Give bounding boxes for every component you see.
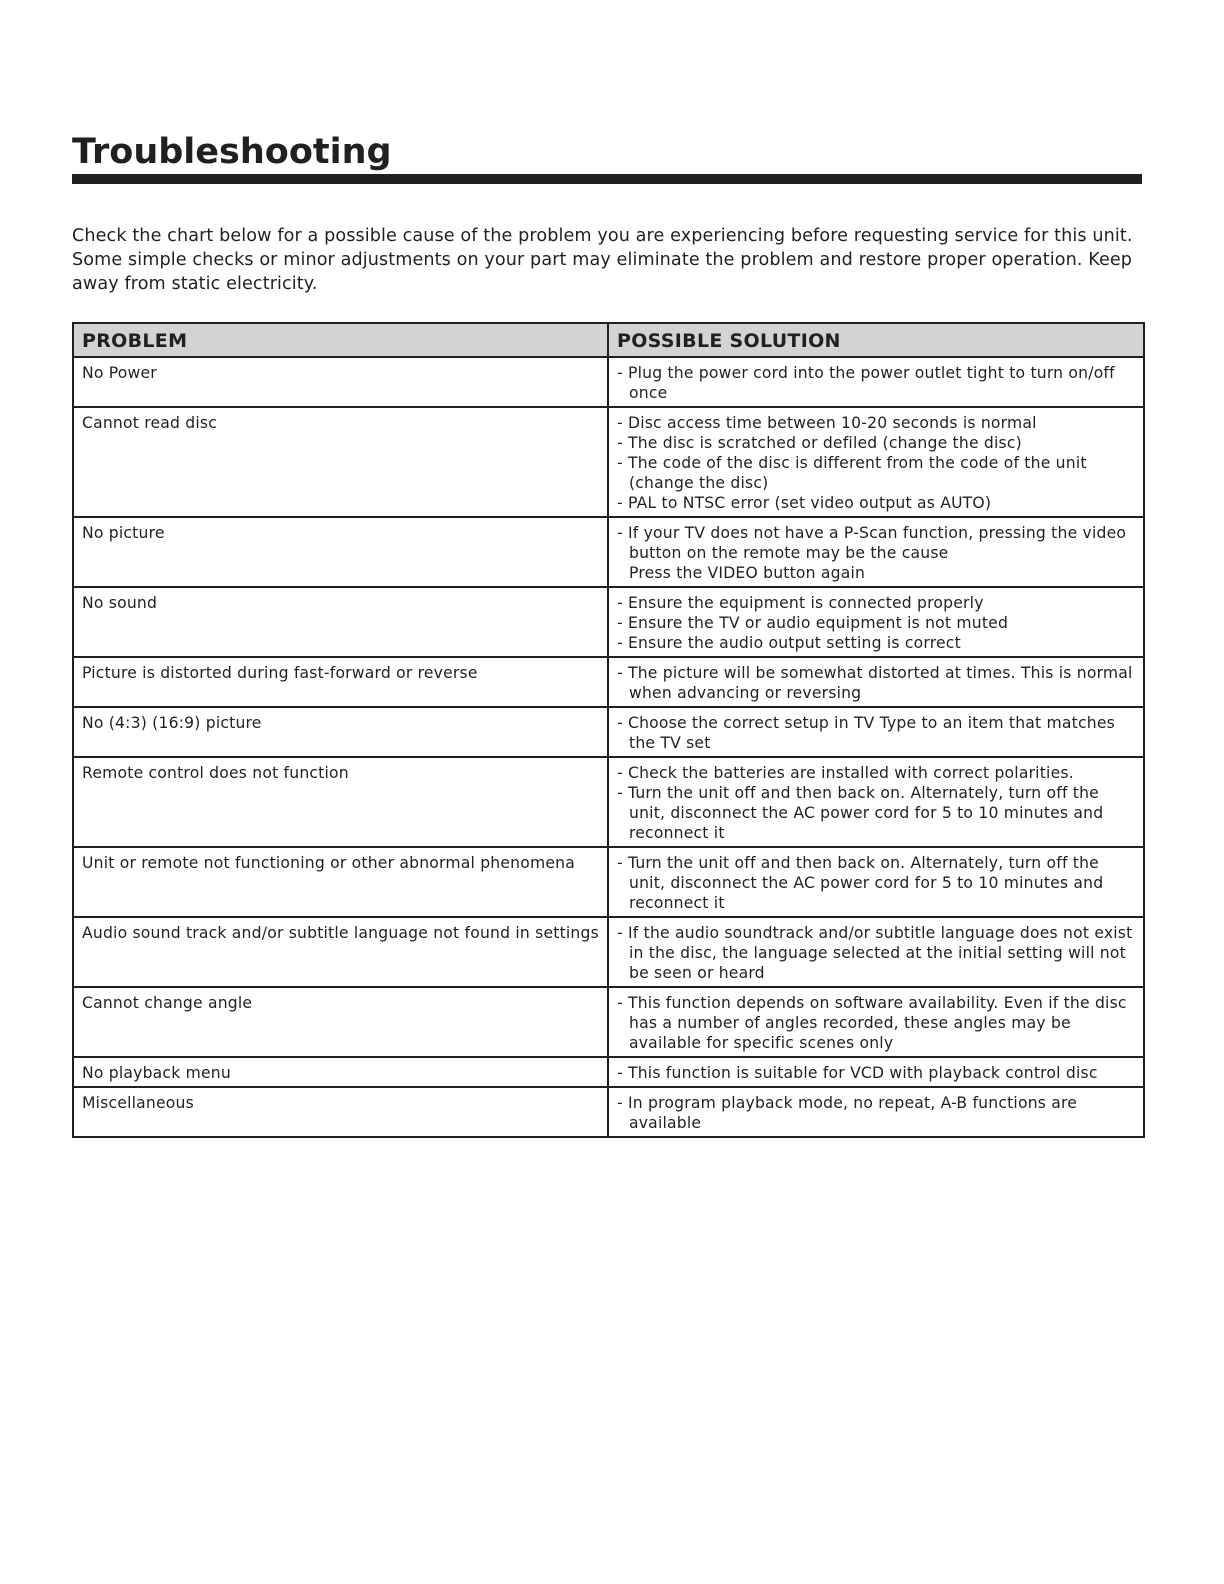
solution-line: - Disc access time between 10-20 seconds is normal xyxy=(617,414,1037,432)
solution-cell xyxy=(608,757,1144,847)
table-row xyxy=(73,707,1144,757)
table-row xyxy=(73,1057,1144,1087)
solution-cell xyxy=(608,707,1144,757)
problem-cell: No picture xyxy=(73,517,608,587)
problem-cell: Cannot change angle xyxy=(73,987,608,1057)
solution-line: - This function depends on software availability. Even if the disc has a number of angles recorded, these angles may be available for specific scenes only xyxy=(617,994,1127,1052)
table-body xyxy=(73,357,1144,1137)
problem-cell: Audio sound track and/or subtitle language not found in settings xyxy=(73,917,608,987)
solution-line: - In program playback mode, no repeat, A-B functions are available xyxy=(617,1094,1078,1132)
solution-line: - Choose the correct setup in TV Type to an item that matches the TV set xyxy=(617,714,1115,752)
header-problem: PROBLEM xyxy=(73,323,608,357)
solution-line: - Ensure the equipment is connected properly xyxy=(617,594,984,612)
table-header-row xyxy=(73,323,1144,357)
problem-cell: No (4:3) (16:9) picture xyxy=(73,707,608,757)
table-row xyxy=(73,517,1144,587)
solution-cell xyxy=(608,517,1144,587)
solution-line: - The code of the disc is different from the code of the unit (change the disc) xyxy=(617,454,1087,492)
solution-line: - Ensure the audio output setting is correct xyxy=(617,634,961,652)
title-rule xyxy=(72,174,1142,184)
header-solution: POSSIBLE SOLUTION xyxy=(608,323,1144,357)
intro-paragraph: Check the chart below for a possible cause of the problem you are experiencing before requesting service for this unit. Some simple checks or minor adjustments on your part may eliminate the problem and restore proper operation. Keep away from static electricity. xyxy=(72,226,1133,294)
solution-cell xyxy=(608,1087,1144,1137)
table-row xyxy=(73,357,1144,407)
troubleshooting-table xyxy=(72,322,1145,1138)
problem-cell: No playback menu xyxy=(73,1057,608,1087)
problem-cell: Remote control does not function xyxy=(73,757,608,847)
solution-cell xyxy=(608,407,1144,517)
solution-line: - Turn the unit off and then back on. Alternately, turn off the unit, disconnect the AC power cord for 5 to 10 minutes and reconnect it xyxy=(617,784,1104,842)
solution-line: - PAL to NTSC error (set video output as AUTO) xyxy=(617,494,992,512)
table-row xyxy=(73,1087,1144,1137)
solution-cell xyxy=(608,357,1144,407)
table-row xyxy=(73,987,1144,1057)
solution-line: Press the VIDEO button again xyxy=(629,564,866,582)
solution-line: - Plug the power cord into the power outlet tight to turn on/off once xyxy=(617,364,1115,402)
page-title: Troubleshooting xyxy=(72,132,392,172)
solution-line: - Ensure the TV or audio equipment is not muted xyxy=(617,614,1009,632)
table-row xyxy=(73,847,1144,917)
solution-line: - Check the batteries are installed with correct polarities. xyxy=(617,764,1074,782)
problem-cell: Picture is distorted during fast-forward or reverse xyxy=(73,657,608,707)
solution-line: - If your TV does not have a P-Scan function, pressing the video button on the remote may be the cause xyxy=(617,524,1127,562)
solution-line: - Turn the unit off and then back on. Alternately, turn off the unit, disconnect the AC power cord for 5 to 10 minutes and reconnect it xyxy=(617,854,1104,912)
problem-cell: No Power xyxy=(73,357,608,407)
solution-cell xyxy=(608,1057,1144,1087)
solution-line: - This function is suitable for VCD with playback control disc xyxy=(617,1064,1098,1082)
table-row xyxy=(73,757,1144,847)
solution-cell xyxy=(608,847,1144,917)
problem-cell: No sound xyxy=(73,587,608,657)
problem-cell: Miscellaneous xyxy=(73,1087,608,1137)
table-row xyxy=(73,657,1144,707)
solution-cell xyxy=(608,657,1144,707)
solution-cell xyxy=(608,987,1144,1057)
solution-line: - The picture will be somewhat distorted at times. This is normal when advancing or reversing xyxy=(617,664,1133,702)
problem-cell: Unit or remote not functioning or other abnormal phenomena xyxy=(73,847,608,917)
solution-cell xyxy=(608,917,1144,987)
solution-line: - If the audio soundtrack and/or subtitle language does not exist in the disc, the language selected at the initial setting will not be seen or heard xyxy=(617,924,1133,982)
table-row xyxy=(73,587,1144,657)
table-row xyxy=(73,407,1144,517)
table-row xyxy=(73,917,1144,987)
solution-cell xyxy=(608,587,1144,657)
solution-line: - The disc is scratched or defiled (change the disc) xyxy=(617,434,1022,452)
problem-cell: Cannot read disc xyxy=(73,407,608,517)
